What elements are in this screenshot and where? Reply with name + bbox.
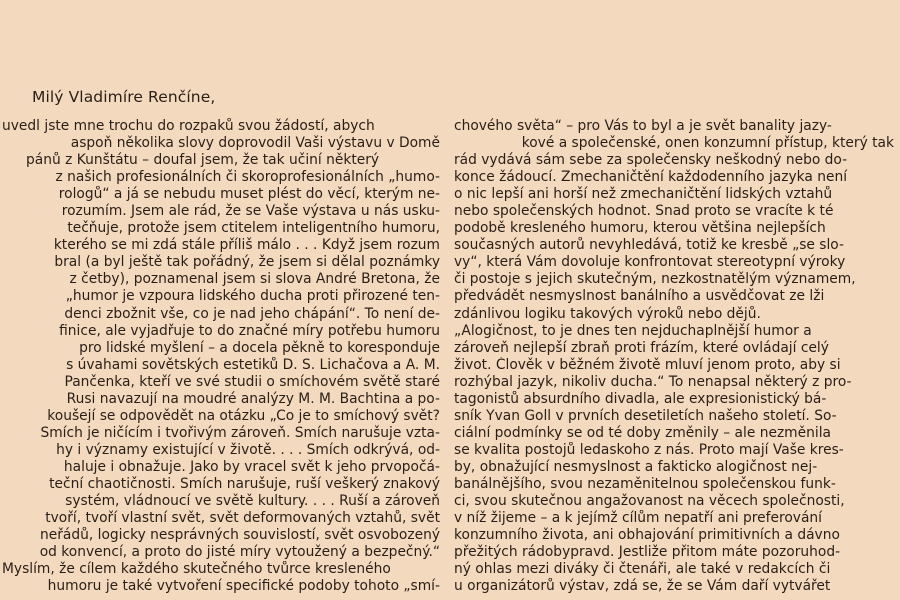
text-line: uvedl jste mne trochu do rozpaků svou žádostí, abych: [2, 118, 375, 134]
text-line: zároveň nejlepší zbraň proti frázím, které ovládají celý: [454, 339, 829, 356]
text-line: nebo společenských hodnot. Snad proto se vracíte k té: [454, 203, 834, 220]
left-column: [2, 118, 440, 595]
text-line: kterého se mi zdá stále příliš málo . . . Když jsem rozum: [53, 237, 440, 254]
text-line: ci, svou skutečnou angažovanost na věcech společnosti,: [454, 493, 845, 510]
text-line: by, obnažující nesmyslnost a fakticko alogičnost nej-: [454, 458, 818, 475]
text-line: humoru je také vytvoření specifické podoby tohoto „smí-: [47, 578, 440, 595]
text-line: Rusi navazují na moudré analýzy M. M. Bachtina a po-: [66, 390, 440, 407]
text-line: kové a společenské, onen konzumní přístup, který tak: [521, 135, 894, 152]
text-line: v níž žijeme – a k jejímž cílům nepatří ani preferování: [454, 510, 822, 527]
text-line: ný ohlas mezi diváky či čtenáři, ale také v redakcích či: [454, 561, 831, 578]
text-line: ciální podmínky se od té doby změnily – ale nezměnila: [454, 424, 831, 441]
text-line: pro lidské myšlení – a docela pěkně to koresponduje: [79, 339, 440, 356]
text-line: z našich profesionálních či skoroprofesionálních „humo-: [55, 169, 440, 186]
text-line: od konvencí, a proto do jisté míry vytoužený a bezpečný.“: [39, 544, 440, 561]
text-line: sník Yvan Goll v prvních desetiletích našeho století. So-: [454, 407, 837, 424]
text-line: teční chaotičnosti. Smích narušuje, ruší veškerý znakový: [49, 475, 440, 492]
text-line: Smích je ničícím i tvořivým zároveň. Smích narušuje vzta-: [40, 424, 440, 441]
text-line: zdánlivou logiku takových výroků nebo dějů.: [454, 305, 761, 322]
text-line: tvoří, tvoří vlastní svět, svět deformovaných vztahů, svět: [45, 510, 440, 527]
text-line: podobě kresleného humoru, kterou většina nejlepších: [454, 220, 826, 237]
text-line: hy i významy existující v životě. . . . Smích odkrývá, od-: [56, 441, 440, 458]
text-line: chového světa“ – pro Vás to byl a je svět banality jazy-: [454, 118, 832, 134]
text-line: tagonistů absurdního divadla, ale expresionistický bá-: [454, 390, 827, 407]
text-line: předvádět nesmyslnost banálního a usvědčovat ze lži: [454, 288, 825, 305]
text-line: pánů z Kunštátu – doufal jsem, že tak učiní některý: [26, 152, 380, 169]
text-line: neřádů, logicky nesprávných souvislostí, svět osvobozený: [40, 527, 440, 544]
text-line: vy“, která Vám dovoluje konfrontovat stereotypní výroky: [454, 254, 846, 271]
text-line: koušejí se odpovědět na otázku „Co je to smíchový svět?: [47, 407, 440, 424]
text-line: bral (a byl ještě tak pořádný, že jsem si dělal poznámky: [54, 254, 440, 271]
text-line: rozhýbal jazyk, nikoliv ducha.“ To nenapsal některý z pro-: [454, 373, 852, 390]
text-line: Pančenka, kteří ve své studii o smíchovém světě staré: [64, 373, 440, 390]
text-line: život. Člověk v běžném životě mluví jenom proto, aby si: [454, 356, 841, 373]
right-column: [454, 118, 894, 595]
text-line: aspoň několika slovy doprovodil Vaši výstavu v Domě: [70, 135, 440, 152]
text-line: rologů“ a já se nebudu muset plést do věcí, kterým ne-: [58, 186, 440, 203]
text-line: systém, vládnoucí ve světě kultury. . . . Ruší a zároveň: [65, 493, 440, 510]
text-line: či postoje s jejich skutečným, nezkostnatělým významem,: [454, 271, 856, 288]
text-line: haluje i obnažuje. Jako by vracel svět k jeho prvopočá-: [63, 458, 440, 475]
text-line: „Alogičnost, to je dnes ten nejduchaplnější humor a: [454, 322, 812, 339]
text-line: finice, ale vyjadřuje to do značné míry potřebu humoru: [59, 322, 440, 339]
text-line: denci zbožnit vše, co je nad jeho chápání“. To není de-: [64, 305, 440, 322]
text-line: tečňuje, protože jsem ctitelem inteligentního humoru,: [67, 220, 440, 237]
text-line: s úvahami sovětských estetiků D. S. Lichačova a A. M.: [66, 356, 440, 373]
text-line: u organizátorů výstav, zdá se, že se Vám daří vytvářet: [454, 578, 831, 595]
text-line: současných autorů nevyhledává, totiž ke kresbě „se slo-: [454, 237, 844, 254]
text-line: Myslím, že cílem každého skutečného tvůrce kresleného: [2, 561, 391, 578]
text-line: rád vydává sám sebe za společensky neškodný nebo do-: [454, 152, 848, 169]
salutation: Milý Vladimíre Renčíne,: [32, 88, 216, 106]
text-line: přežitých rádobypravd. Jestliže přitom máte pozoruhod-: [454, 544, 841, 561]
text-line: z četby), poznamenal jsem si slova André Bretona, že: [69, 271, 440, 288]
text-line: banálnějšího, svou nezaměnitelnou společenskou funk-: [454, 475, 836, 492]
text-line: rozumím. Jsem ale rád, že se Vaše výstava u nás usku-: [61, 203, 440, 220]
text-line: konce žádoucí. Zmechaničtění každodenního jazyka není: [454, 169, 848, 186]
text-line: „humor je vzpoura lidského ducha proti přirozené ten-: [65, 288, 440, 305]
text-line: konzumního života, ani obhajování primitivních a dávno: [454, 527, 840, 544]
text-line: o nic lepší ani horší než zmechaničtění lidských vztahů: [454, 186, 833, 203]
text-line: se kvalita postojů ledaskoho z nás. Proto mají Vaše kres-: [454, 441, 844, 458]
